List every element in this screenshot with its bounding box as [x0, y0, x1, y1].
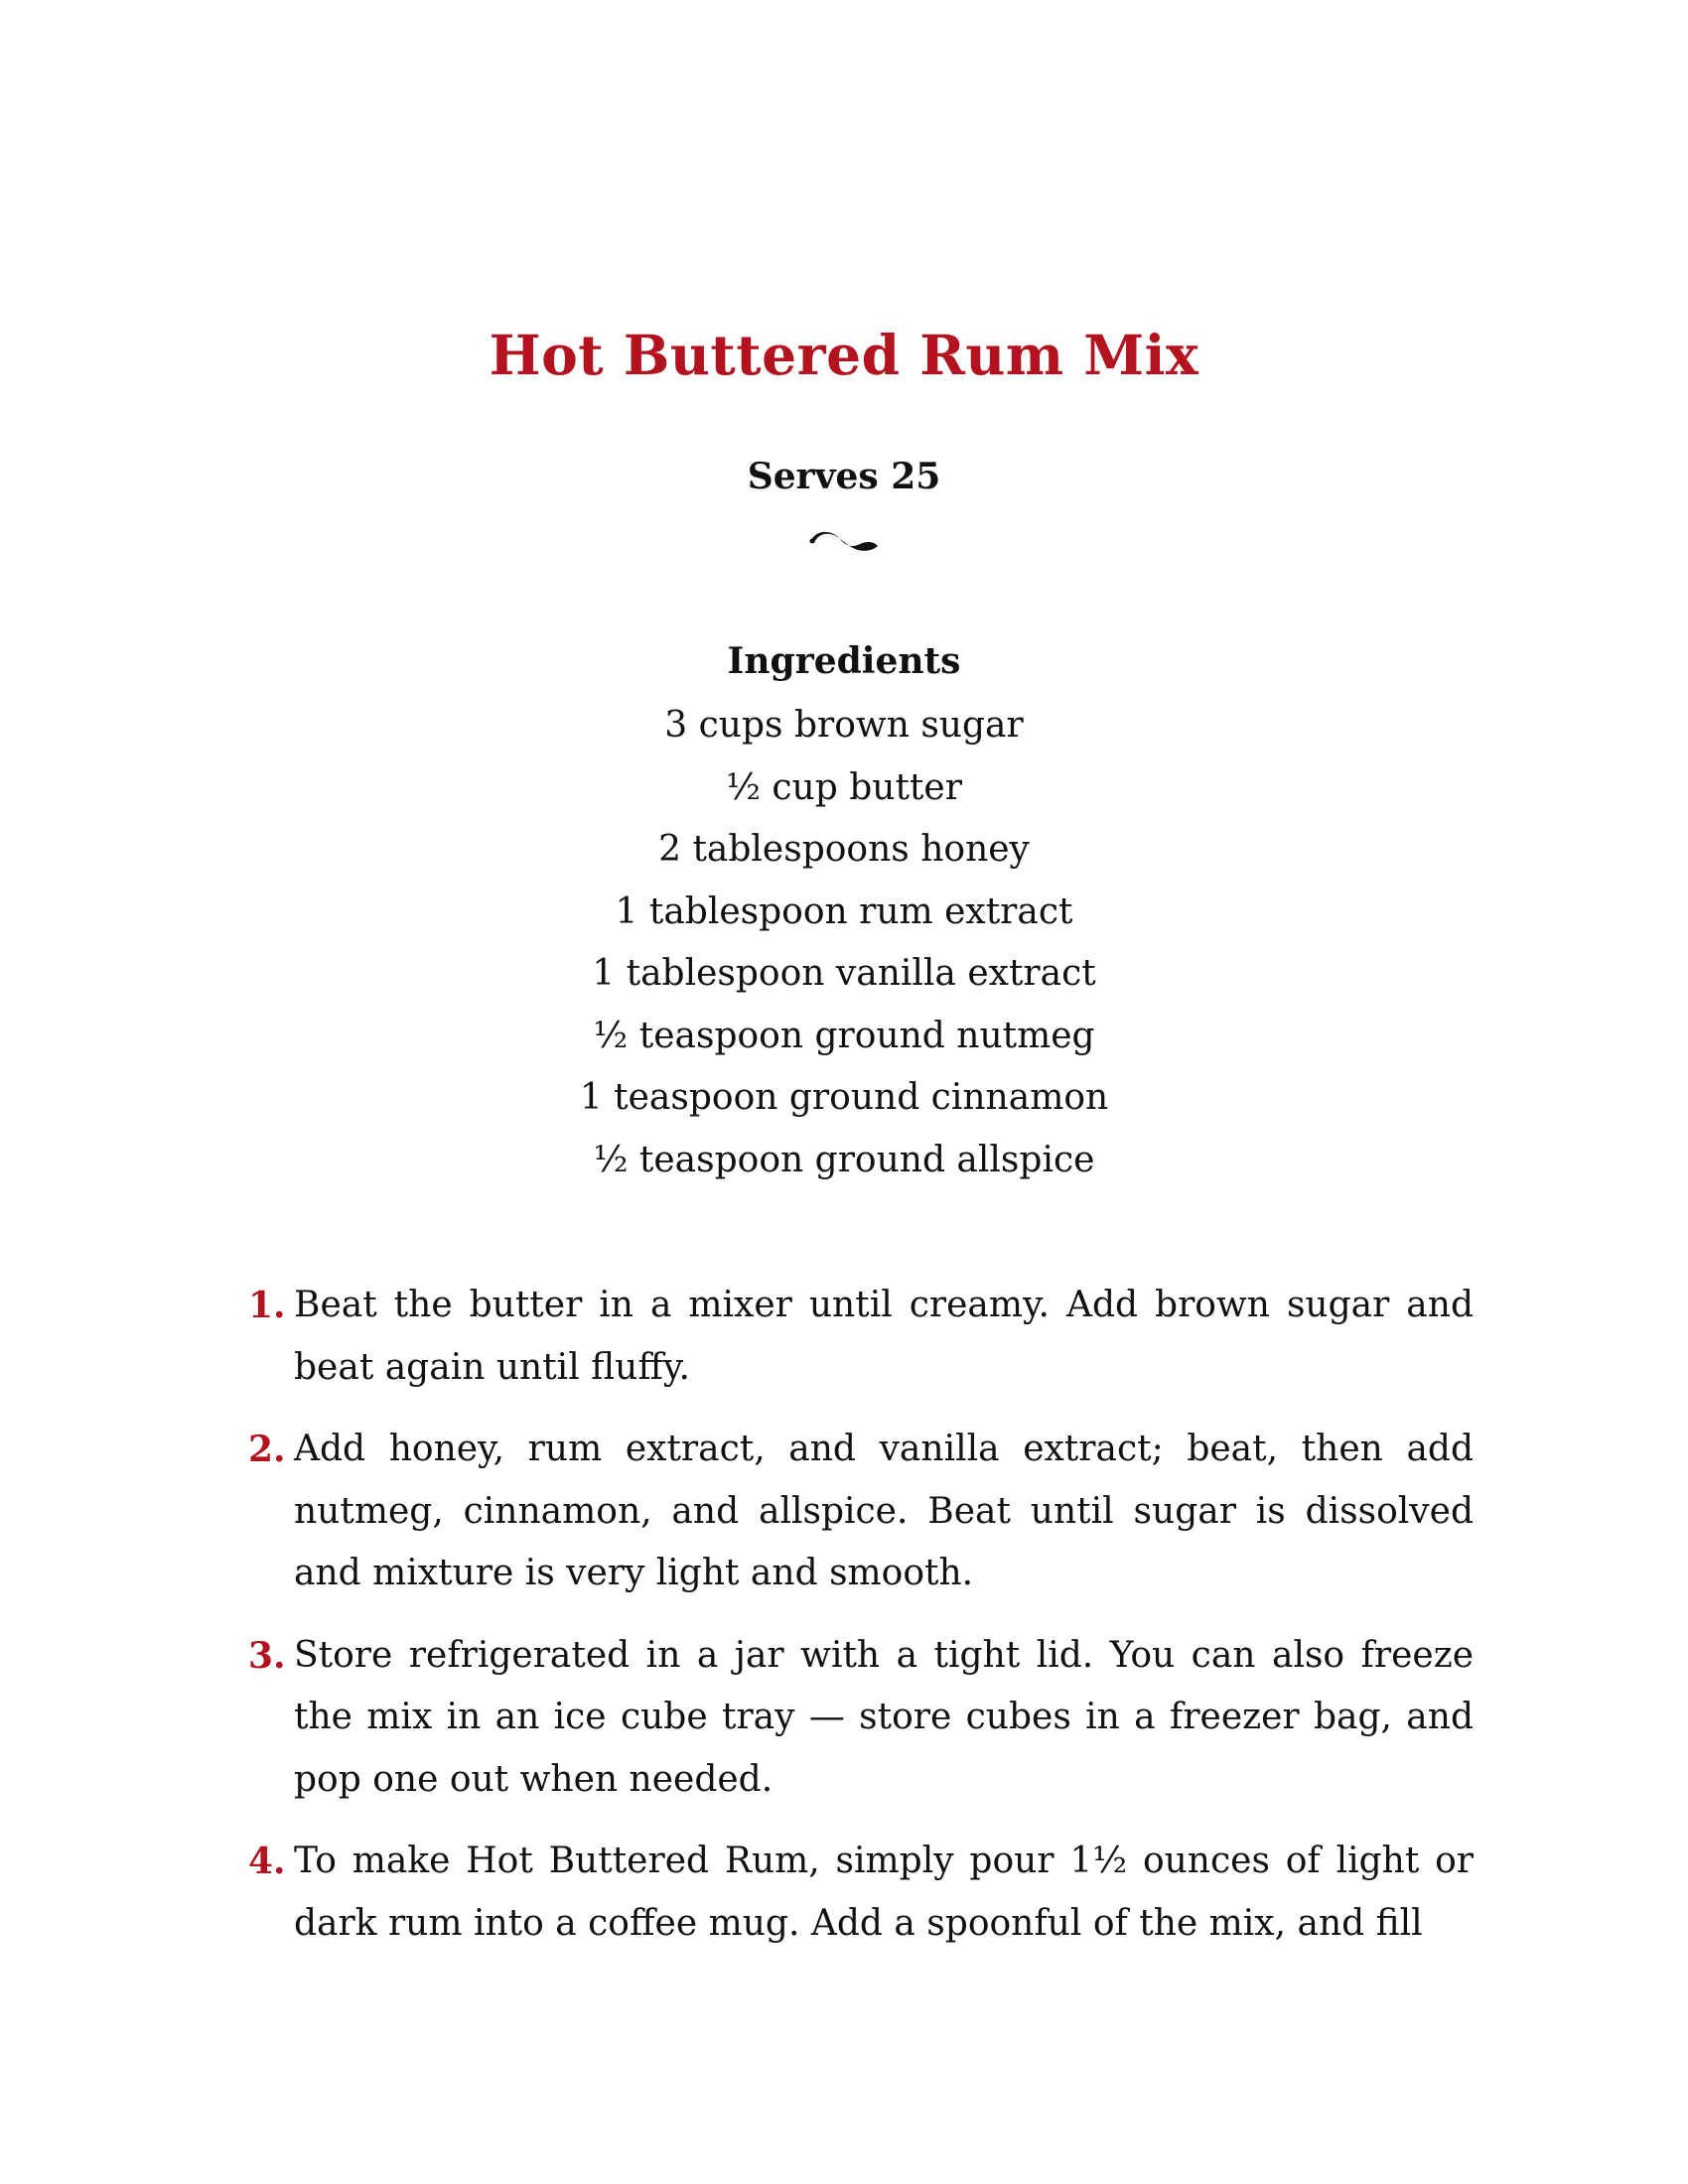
ingredient-item: ½ teaspoon ground nutmeg: [593, 1015, 1095, 1056]
ingredient-item: 1 tablespoon vanilla extract: [592, 953, 1096, 994]
serves-count: Serves 25: [747, 456, 941, 497]
instruction-step: [248, 1831, 1474, 1955]
instruction-step: [248, 1275, 1474, 1399]
step-text: Beat the butter in a mixer until creamy. Add brown sugar and beat again until fluffy.: [294, 1285, 1474, 1388]
ingredient-item: ½ cup butter: [726, 766, 962, 808]
ingredients-heading: Ingredients: [727, 640, 961, 682]
ingredient-item: 2 tablespoons honey: [658, 829, 1030, 870]
step-text: Store refrigerated in a jar with a tight lid. You can also freeze the mix in an ice cube tray — store cubes in a freezer bag, and pop one out when needed.: [294, 1634, 1474, 1800]
ingredient-item: ½ teaspoon ground allspice: [593, 1139, 1095, 1180]
step-number: 3.: [248, 1634, 286, 1677]
ingredient-item: 3 cups brown sugar: [664, 705, 1024, 746]
step-number: 1.: [248, 1285, 286, 1326]
instruction-step: [248, 1625, 1474, 1812]
flourish-ornament-icon: [804, 519, 884, 559]
ingredients-list: [0, 695, 1688, 1191]
recipe-title: Hot Buttered Rum Mix: [489, 323, 1199, 387]
ingredient-item: 1 tablespoon rum extract: [615, 890, 1073, 932]
step-number: 4.: [248, 1841, 286, 1882]
step-number: 2.: [248, 1429, 286, 1470]
instructions-list: [248, 1275, 1474, 1975]
ingredient-item: 1 teaspoon ground cinnamon: [579, 1077, 1109, 1118]
step-text: To make Hot Buttered Rum, simply pour 1½ ounces of light or dark rum into a coffee mug. Add a spoonful of the mix, and fill: [294, 1841, 1474, 1944]
instruction-step: [248, 1419, 1474, 1605]
step-text: Add honey, rum extract, and vanilla extract; beat, then add nutmeg, cinnamon, and allspice. Beat until sugar is dissolved and mixture is very light and smooth.: [294, 1429, 1474, 1593]
